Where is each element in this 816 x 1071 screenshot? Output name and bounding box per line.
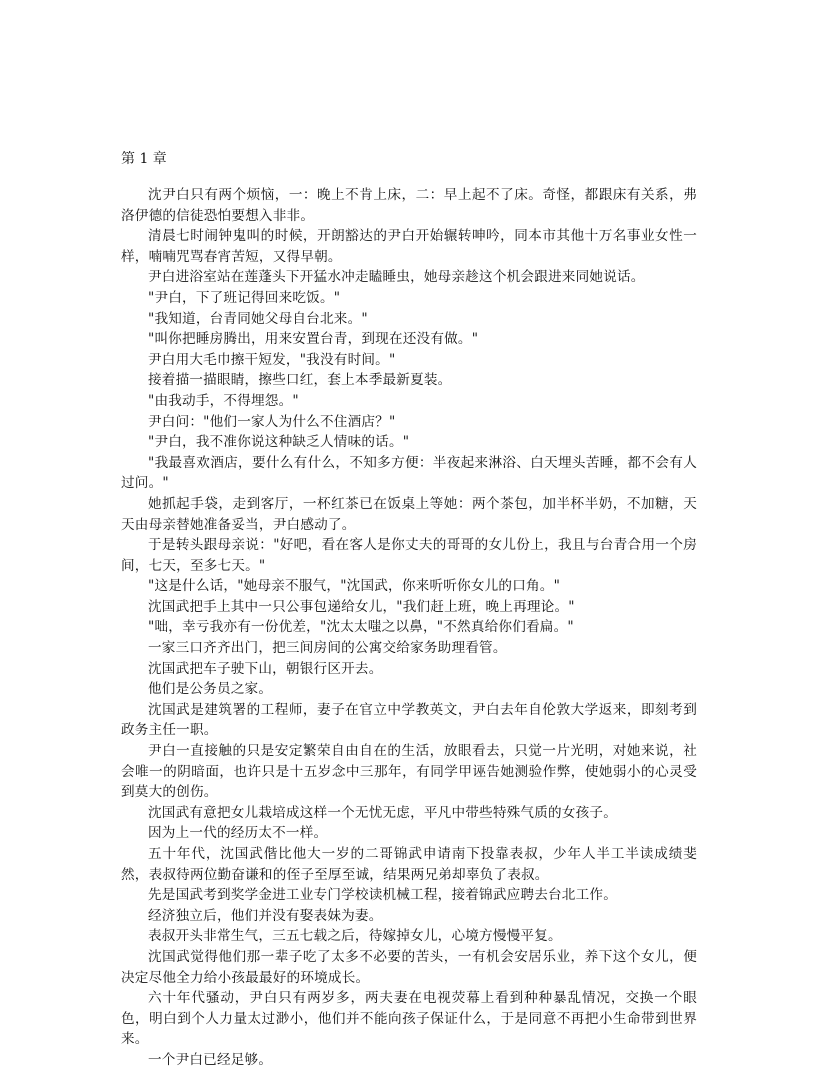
paragraph: 尹白问："他们一家人为什么不住酒店？" bbox=[148, 413, 396, 430]
paragraph: 沈尹白只有两个烦恼，一：晚上不肯上床，二：早上起不了床。奇怪，都跟床有关系，弗洛伊德的信徒恐怕要想入非非。 bbox=[121, 187, 697, 224]
paragraph: 清晨七时闹钟鬼叫的时候，开朗豁达的尹白开始辗转呻吟，同本市其他十万名事业女性一样，喃喃咒骂春宵苦短，又得早朝。 bbox=[121, 228, 697, 265]
paragraph: "咄，幸亏我亦有一份优差，"沈太太嗤之以鼻，"不然真给你们看扁。" bbox=[148, 619, 574, 636]
paragraph: 经济独立后，他们并没有娶表妹为妻。 bbox=[148, 907, 383, 924]
paragraph: 表叔开头非常生气，三五七载之后，待嫁掉女儿，心境方慢慢平复。 bbox=[148, 928, 562, 945]
paragraph: 因为上一代的经历太不一样。 bbox=[148, 825, 328, 842]
paragraph: "我最喜欢酒店，要什么有什么，不知多方便：半夜起来淋浴、白天埋头苦睡，都不会有人过问。" bbox=[121, 454, 697, 492]
paragraph: 他们是公务员之家。 bbox=[148, 681, 273, 698]
paragraph: "尹白，我不准你说这种缺乏人情味的话。" bbox=[148, 434, 410, 451]
paragraph: 一家三口齐齐出门，把三间房间的公寓交给家务助理看管。 bbox=[148, 640, 507, 657]
paragraph: 她抓起手袋，走到客厅，一杯红茶已在饭桌上等她：两个茶包，加半杯半奶，不加糖，天天由母亲替她准备妥当，尹白感动了。 bbox=[121, 495, 697, 533]
paragraph: 沈国武是建筑署的工程师，妻子在官立中学教英文，尹白去年自伦敦大学返来，即刻考到政务主任一职。 bbox=[121, 701, 697, 739]
paragraph: 六十年代骚动，尹白只有两岁多，两夫妻在电视荧幕上看到种种暴乱情况，交换一个眼色，明白到个人力量太过渺小，他们并不能向孩子保证什么，于是同意不再把小生命带到世界来。 bbox=[121, 990, 697, 1048]
paragraph: "这是什么话，"她母亲不服气，"沈国武，你来听听你女儿的口角。" bbox=[148, 578, 561, 595]
paragraph: 于是转头跟母亲说："好吧，看在客人是你丈夫的哥哥的女儿份上，我且与台青合用一个房间，七天，至多七天。" bbox=[121, 537, 697, 574]
paragraph: 尹白进浴室站在莲蓬头下开猛水冲走瞌睡虫，她母亲趁这个机会跟进来同她说话。 bbox=[148, 269, 645, 286]
paragraph: 尹白一直接触的只是安定繁荣自由自在的生活，放眼看去，只觉一片光明，对她来说，社会唯一的阴暗面，也许只是十五岁念中三那年，有同学甲诬告她测验作弊，使她弱小的心灵受到莫大的创伤。 bbox=[121, 743, 697, 801]
paragraph: 接着描一描眼睛，擦些口红，套上本季最新夏装。 bbox=[148, 372, 452, 389]
paragraph: 沈国武觉得他们那一辈子吃了太多不必要的苦头，一有机会安居乐业，养下这个女儿，便决定尽他全力给小孩最最好的环境成长。 bbox=[121, 948, 697, 986]
paragraph: 沈国武有意把女儿栽培成这样一个无忧无虑，平凡中带些特殊气质的女孩子。 bbox=[148, 804, 617, 821]
paragraph: 先是国武考到奖学金进工业专门学校读机械工程，接着锦武应聘去台北工作。 bbox=[148, 887, 617, 904]
paragraph: "由我动手，不得埋怨。" bbox=[148, 392, 299, 409]
chapter-body bbox=[121, 185, 697, 1071]
paragraph: 一个尹白已经足够。 bbox=[148, 1051, 273, 1068]
paragraph: 沈国武把手上其中一只公事包递给女儿，"我们赶上班，晚上再理论。" bbox=[148, 598, 575, 615]
paragraph: 沈国武把车子驶下山，朝银行区开去。 bbox=[148, 660, 383, 677]
chapter-title: 第 1 章 bbox=[121, 151, 167, 167]
paragraph: 五十年代，沈国武偕比他大一岁的二哥锦武申请南下投靠表叔，少年人半工半读成绩斐然，表叔待两位勤奋谦和的侄子至厚至诚，结果两兄弟却辜负了表叔。 bbox=[121, 846, 697, 883]
paragraph: "叫你把睡房腾出，用来安置台青，到现在还没有做。" bbox=[148, 331, 479, 348]
paragraph: "尹白，下了班记得回来吃饭。" bbox=[148, 289, 341, 306]
paragraph: 尹白用大毛巾擦干短发，"我没有时间。" bbox=[148, 351, 396, 368]
paragraph: "我知道，台青同她父母自台北来。" bbox=[148, 310, 368, 327]
